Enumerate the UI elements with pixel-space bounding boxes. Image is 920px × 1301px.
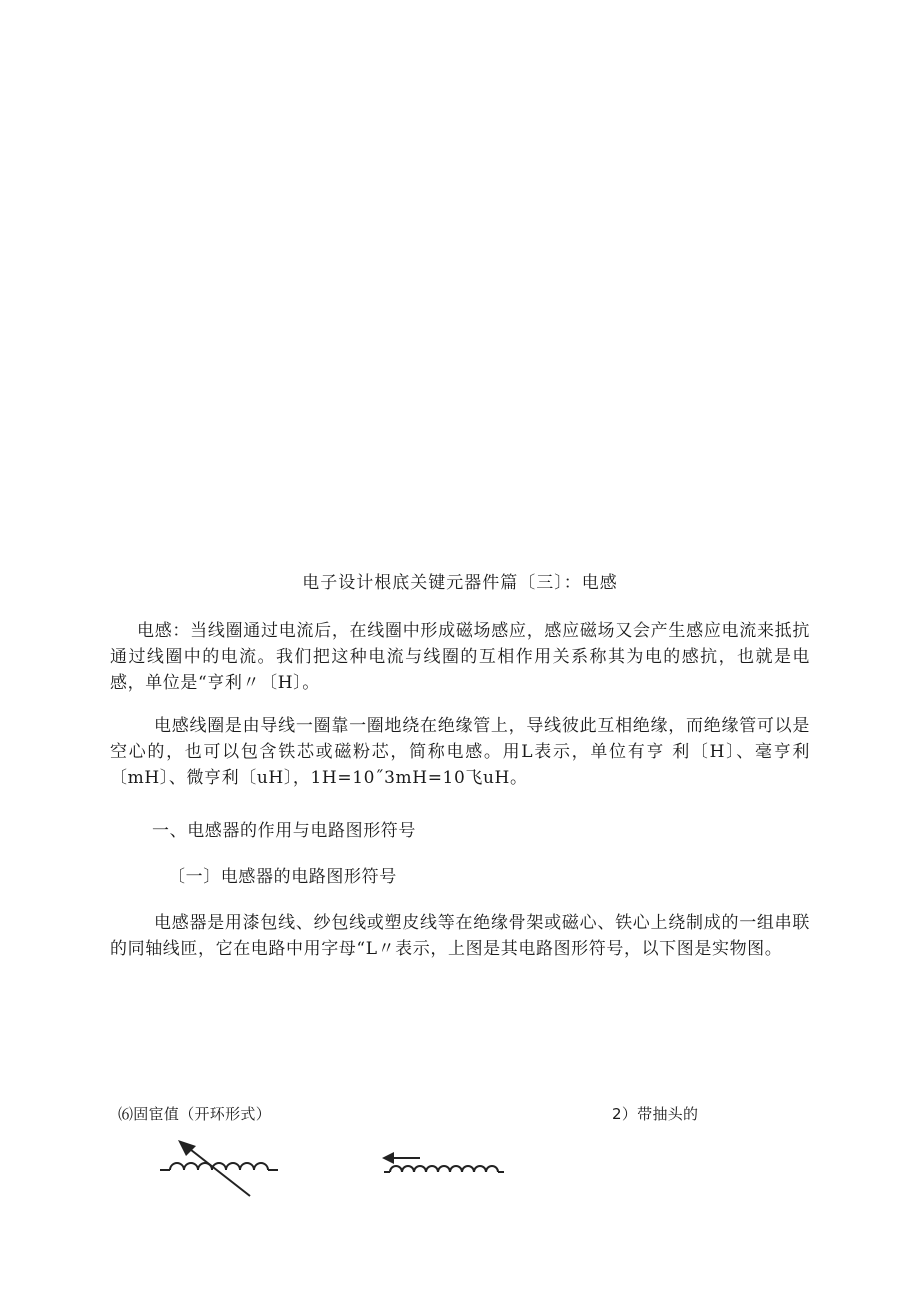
paragraph-symbol: 电感器是用漆包线、纱包线或塑皮线等在绝缘骨架或磁心、铁心上绕制成的一组串联的同轴线匝，它在电路中用字母“L〃表示，上图是其电路图形符号，以下图是实物图。 — [110, 913, 810, 959]
figure-caption-left: ⑹固宦值（开环形式） — [118, 1105, 272, 1123]
tapped-inductor-icon — [378, 1140, 508, 1200]
document-title: 电子设计根底关键元器件篇〔三〕：电感 — [302, 573, 618, 593]
section-heading: 一、电感器的作用与电路图形符号 — [152, 821, 416, 841]
subsection-heading: 〔一〕电感器的电路图形符号 — [168, 867, 397, 887]
paragraph-definition: 电感：当线圈通过电流后，在线圈中形成磁场感应，感应磁场又会产生感应电流来抵抗通过线圈中的电流。我们把这种电流与线圈的互相作用关系称其为电的感抗，也就是电感，单位是“亨利〃〔H〕。 — [110, 621, 810, 693]
variable-inductor-icon — [156, 1140, 286, 1200]
figure-caption-right: 2）带抽头的 — [612, 1105, 699, 1123]
paragraph-coil: 电感线圈是由导线一圈靠一圈地绕在绝缘管上，导线彼此互相绝缘，而绝缘管可以是空心的，也可以包含铁芯或磁粉芯，简称电感。用L表示，单位有亨 利〔H〕、毫亨利〔mH〕、微亨利〔uH〕，1H=10˝3mH=10飞uH。 — [110, 716, 810, 788]
